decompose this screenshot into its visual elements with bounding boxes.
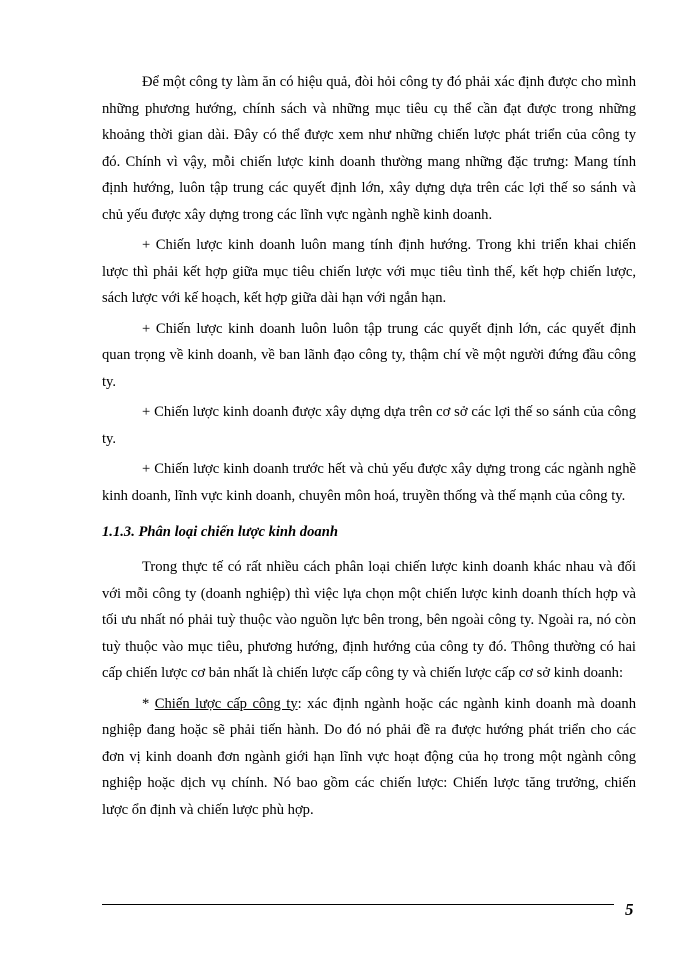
bullet-paragraph-2: + Chiến lược kinh doanh luôn luôn tập trung các quyết định lớn, các quyết định quan trọng về kinh doanh, về ban lãnh đạo công ty, thậm chí về một người đứng đầu công ty. [102, 320, 636, 390]
classification-paragraph: Trong thực tế có rất nhiều cách phân loại chiến lược kinh doanh khác nhau và đối với mỗi công ty (doanh nghiệp) thì việc lựa chọn một chiến lược kinh doanh thích hợp và tối ưu nhất nó phải tuỳ thuộc vào nguồn lực bên trong, bên ngoài công ty. Ngoài ra, nó còn tuỳ thuộc vào mục tiêu, phương hướng, định hướng của công ty đó. Thông thường có hai cấp chiến lược cơ bản nhất là chiến lược cấp công ty và chiến lược cấp cơ sở kinh doanh: [102, 559, 636, 681]
bullet-paragraph-1: + Chiến lược kinh doanh luôn mang tính định hướng. Trong khi triển khai chiến lược thì phải kết hợp giữa mục tiêu chiến lược với mục tiêu tình thế, kết hợp chiến lược, sách lược với kế hoạch, kết hợp giữa dài hạn với ngắn hạn. [102, 237, 636, 306]
asterisk-marker: * [142, 695, 155, 712]
corporate-strategy-term: Chiến lược cấp công ty [154, 695, 298, 712]
corporate-strategy-text: : xác định ngành hoặc các ngành kinh doanh mà doanh nghiệp đang hoặc sẽ phải tiến hành. Do đó nó phải đề ra được hướng phát triển cho các đơn vị kinh doanh đơn ngành giới hạn lĩnh vực hoạt động của họ trong một ngành công nghiệp hoặc dịch vụ chính. Nó bao gồm các chiến lược: Chiến lược tăng trưởng, chiến lược ổn định và chiến lược phù hợp. [102, 695, 636, 818]
bullet-paragraph-4: + Chiến lược kinh doanh trước hết và chủ yếu được xây dựng trong các ngành nghề kinh doanh, lĩnh vực kinh doanh, chuyên môn hoá, truyền thống và thế mạnh của công ty. [102, 461, 636, 504]
corporate-strategy-paragraph [102, 691, 636, 824]
bullet-paragraph-3: + Chiến lược kinh doanh được xây dựng dựa trên cơ sở các lợi thế so sánh của công ty. [102, 404, 636, 447]
section-heading: 1.1.3. Phân loại chiến lược kinh doanh [102, 524, 338, 540]
page-number: 5 [625, 900, 634, 919]
intro-paragraph: Để một công ty làm ăn có hiệu quả, đòi hỏi công ty đó phải xác định được cho mình những phương hướng, chính sách và những mục tiêu cụ thể cần đạt được trong những khoảng thời gian dài. Đây có thể được xem như những chiến lược phát triển của công ty đó. Chính vì vậy, mỗi chiến lược kinh doanh thường mang những đặc trưng: Mang tính định hướng, luôn tập trung các quyết định lớn, xây dựng dựa trên các lợi thế so sánh và chủ yếu được xây dựng trong các lĩnh vực ngành nghề kinh doanh. [102, 74, 636, 223]
footer-divider [102, 904, 614, 905]
page-content [102, 69, 636, 823]
